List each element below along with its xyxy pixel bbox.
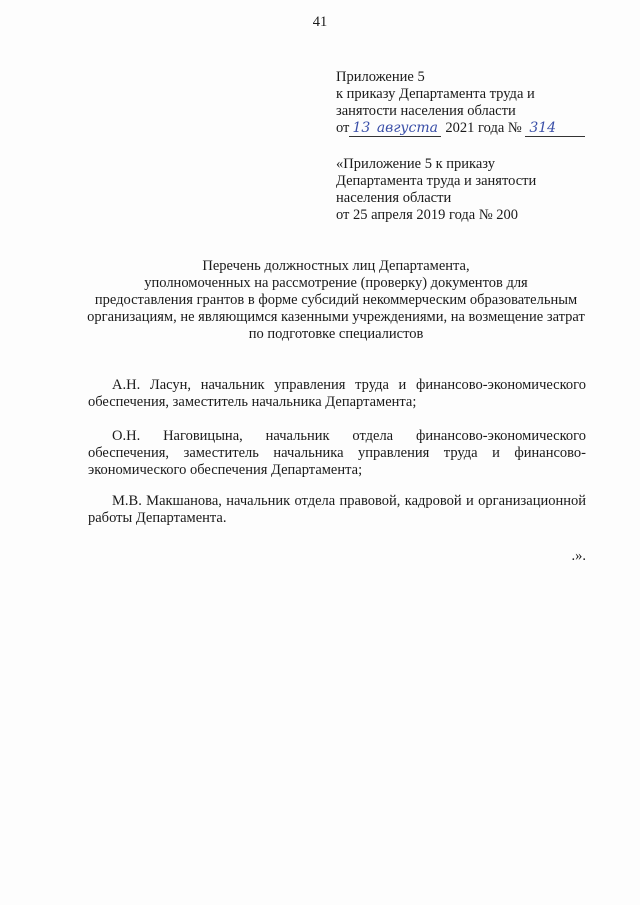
document-title <box>86 258 586 343</box>
title-line: по подготовке специалистов <box>248 326 424 342</box>
date-prefix: от <box>336 120 350 136</box>
previous-order-line: «Приложение 5 к приказу <box>336 156 495 172</box>
handwritten-day: 13 <box>349 121 373 137</box>
title-line: уполномоченных на рассмотрение (проверку) документов для <box>144 275 528 291</box>
person-entry: А.Н. Ласун, начальник управления труда и финансово-экономического обеспечения, заместитель начальника Департамента; <box>88 377 586 410</box>
title-line: Перечень должностных лиц Департамента, <box>202 258 470 274</box>
appendix-order-ref: к приказу Департамента труда и <box>336 86 535 102</box>
closing-quote-mark: .». <box>571 548 586 564</box>
page-number: 41 <box>312 14 328 30</box>
title-line: предоставления грантов в форме субсидий некоммерческим образовательным <box>94 292 578 308</box>
date-year-text: 2021 года № <box>445 120 522 136</box>
appendix-department: занятости населения области <box>336 103 516 119</box>
previous-order-line: Департамента труда и занятости <box>336 173 537 189</box>
appendix-date-line <box>336 120 596 137</box>
previous-order-line: населения области <box>336 190 452 206</box>
handwritten-order-number: 314 <box>525 121 585 137</box>
person-entry: О.Н. Наговицына, начальник отдела финансово-экономического обеспечения, заместитель начальника управления труда и финансово-экономического обеспечения Департамента; <box>88 428 586 478</box>
previous-order-line: от 25 апреля 2019 года № 200 <box>336 207 519 223</box>
title-line: организациям, не являющимся казенными учреждениями, на возмещение затрат <box>87 309 585 325</box>
appendix-header <box>336 69 596 137</box>
previous-order-reference <box>336 156 596 224</box>
person-entry: М.В. Макшанова, начальник отдела правовой, кадровой и организационной работы Департамента. <box>88 493 586 526</box>
appendix-title: Приложение 5 <box>336 69 425 85</box>
handwritten-month: августа <box>373 121 441 137</box>
